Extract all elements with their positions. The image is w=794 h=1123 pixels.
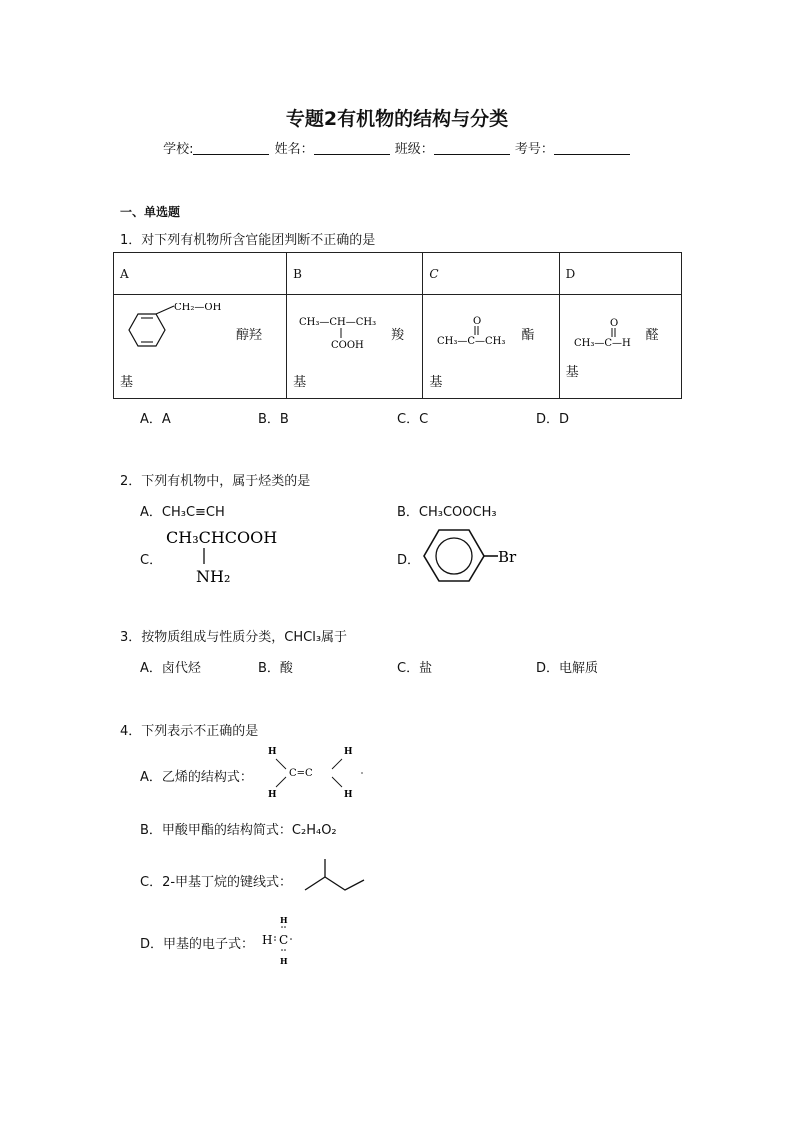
methyl-electron-dot (260, 914, 300, 966)
cell-a (114, 295, 287, 399)
ethylene-structure (262, 742, 372, 804)
cell-c-oxygen: O (473, 316, 482, 327)
svg-text:H: H (262, 933, 273, 947)
cell-c-suffix-1: 酯 (521, 328, 535, 343)
q3-option-a[interactable]: A．卤代烃 (140, 661, 201, 676)
exam-number-blank[interactable] (554, 142, 630, 155)
bromobenzene-structure (420, 527, 520, 583)
cell-b-top-formula: CH₃—CH—CH₃ (299, 317, 377, 328)
alanine-top-formula: CH₃CHCOOH (166, 528, 278, 547)
q1-option-a[interactable]: A．A (140, 412, 171, 427)
methylbutane-skeletal (300, 856, 370, 896)
cell-d (559, 295, 681, 399)
cell-a-suffix-2: 基 (120, 375, 134, 390)
q2-option-c-label[interactable]: C． (140, 553, 163, 568)
svg-text:H: H (268, 747, 277, 757)
school-blank[interactable] (193, 142, 269, 155)
q2-option-d-label[interactable]: D． (397, 553, 421, 568)
school-label: 学校: (163, 142, 194, 157)
question-4-stem: 4．下列表示不正确的是 (120, 724, 259, 739)
cell-d-main-formula: CH₃—C—H (573, 338, 631, 349)
cell-b-suffix-2: 基 (293, 375, 307, 390)
header-cell-b: B (287, 253, 423, 295)
q1-option-b[interactable]: B．B (258, 412, 289, 427)
acetone-structure (435, 313, 535, 349)
ethylene-double-bond: C=C (289, 768, 313, 779)
page-title: 专题2有机物的结构与分类 (285, 108, 509, 130)
cell-c-suffix-2: 基 (429, 375, 443, 390)
cell-c-main-formula: CH₃—C—CH₃ (437, 336, 506, 347)
alanine-structure (164, 526, 284, 588)
benzyl-group-label: CH₂—OH (174, 303, 222, 313)
section-title: 一、单选题 (120, 205, 181, 219)
cell-c (423, 295, 559, 399)
cell-d-suffix-1: 醛 (645, 328, 659, 343)
q2-option-b[interactable]: B．CH₃COOCH₃ (397, 505, 497, 520)
q1-option-c[interactable]: C．C (397, 412, 429, 427)
class-label: 班级： (394, 142, 434, 157)
bromine-label: Br (498, 548, 517, 566)
question-2-stem: 2．下列有机物中，属于烃类的是 (120, 474, 311, 489)
q4-option-a[interactable]: A．乙烯的结构式： (140, 770, 253, 785)
question-3-stem: 3．按物质组成与性质分类，CHCl₃属于 (120, 630, 348, 645)
cell-b-bottom-formula: COOH (331, 340, 364, 351)
q4-option-d[interactable]: D．甲基的电子式： (140, 937, 255, 952)
name-label: 姓名： (274, 142, 314, 157)
cell-b-suffix-1: 羧 (391, 328, 405, 343)
svg-text:H: H (268, 790, 277, 800)
exam-number-label: 考号： (514, 142, 554, 157)
benzyl-alcohol-structure (122, 303, 252, 355)
q4-option-b[interactable]: B．甲酸甲酯的结构简式：C₂H₄O₂ (140, 823, 337, 838)
cell-d-suffix-2: 基 (565, 365, 579, 380)
svg-text:H: H (344, 790, 353, 800)
question-1-table (113, 252, 682, 399)
header-cell-d: D (559, 253, 681, 295)
q3-option-d[interactable]: D．电解质 (536, 661, 599, 676)
q3-option-b[interactable]: B．酸 (258, 661, 293, 676)
svg-text:C: C (279, 933, 289, 947)
svg-text:H: H (344, 747, 353, 757)
name-blank[interactable] (314, 142, 390, 155)
cell-d-oxygen: O (609, 318, 618, 329)
q3-option-c[interactable]: C．盐 (397, 661, 433, 676)
svg-text:H: H (280, 915, 288, 925)
q4-option-c[interactable]: C．2-甲基丁烷的键线式： (140, 875, 293, 890)
cell-b (287, 295, 423, 399)
svg-text:H: H (280, 956, 288, 966)
class-blank[interactable] (434, 142, 510, 155)
q1-option-d[interactable]: D．D (536, 412, 570, 427)
q2-option-a[interactable]: A．CH₃C≡CH (140, 505, 225, 520)
isobutyric-acid-structure (297, 313, 393, 353)
student-info-line (0, 138, 794, 157)
question-1-stem: 1．对下列有机物所含官能团判断不正确的是 (120, 233, 376, 248)
header-cell-a: A (114, 253, 287, 295)
alanine-amino-group: NH₂ (196, 567, 231, 586)
cell-a-suffix-1: 醇羟 (236, 328, 263, 343)
header-cell-c: C (423, 253, 559, 295)
